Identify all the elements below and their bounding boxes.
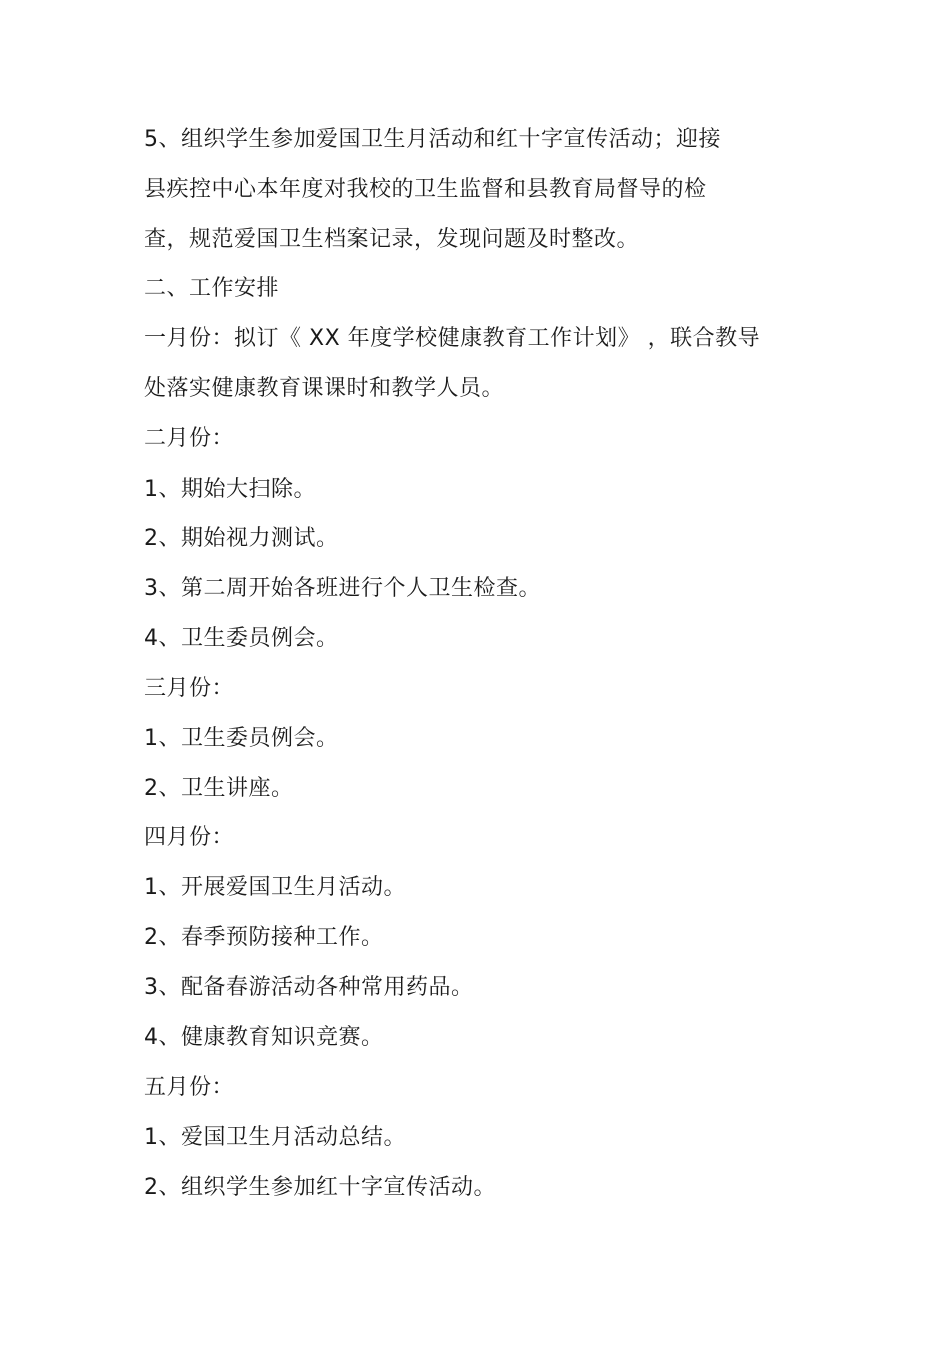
list-item-feb-1: 1、期始大扫除。 — [144, 477, 316, 502]
list-item-apr-3: 3、配备春游活动各种常用药品。 — [144, 975, 474, 1000]
list-item-apr-2: 2、春季预防接种工作。 — [144, 925, 384, 950]
list-item-apr-4: 4、健康教育知识竞赛。 — [144, 1025, 384, 1050]
paragraph-line-item-5-cont: 县疾控中心本年度对我校的卫生监督和县教育局督导的检 — [144, 177, 707, 202]
section-heading-work-arrangement: 二、工作安排 — [144, 276, 280, 301]
list-item-feb-3: 3、第二周开始各班进行个人卫生检查。 — [144, 576, 541, 601]
paragraph-line-item-5-end: 查，规范爱国卫生档案记录，发现问题及时整改。 — [144, 227, 640, 252]
month-heading-february: 二月份： — [144, 426, 235, 451]
month-heading-march: 三月份： — [144, 676, 235, 701]
list-item-may-1: 1、爱国卫生月活动总结。 — [144, 1125, 406, 1150]
list-item-mar-2: 2、卫生讲座。 — [144, 776, 294, 801]
list-item-may-2: 2、组织学生参加红十字宣传活动。 — [144, 1175, 496, 1200]
paragraph-line-item-5-start: 5、组织学生参加爱国卫生月活动和红十字宣传活动；迎接 — [144, 127, 721, 152]
list-item-feb-4: 4、卫生委员例会。 — [144, 626, 339, 651]
paragraph-line-january-cont: 处落实健康教育课课时和教学人员。 — [144, 376, 505, 401]
list-item-mar-1: 1、卫生委员例会。 — [144, 726, 339, 751]
month-heading-april: 四月份： — [144, 825, 235, 850]
list-item-feb-2: 2、期始视力测试。 — [144, 526, 339, 551]
paragraph-line-january: 一月份：拟订《 XX 年度学校健康教育工作计划》 ，联合教导 — [144, 326, 761, 351]
list-item-apr-1: 1、开展爱国卫生月活动。 — [144, 875, 406, 900]
month-heading-may: 五月份： — [144, 1075, 235, 1100]
